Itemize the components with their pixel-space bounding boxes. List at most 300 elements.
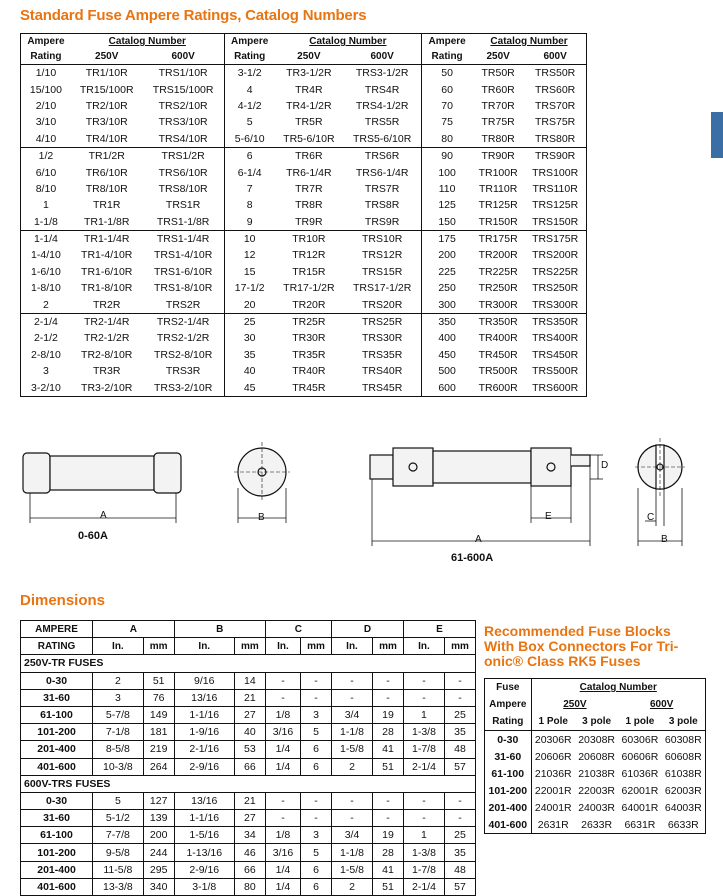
dims-value-cell: -: [444, 810, 475, 827]
catalog-number-cell: TR15/100R: [79, 83, 134, 96]
ratings-row: [21, 363, 587, 379]
dims-value-cell: 2-9/16: [174, 758, 234, 775]
dims-value-cell: 27: [234, 706, 265, 723]
dims-value-cell: 1-1/16: [174, 810, 234, 827]
catalog-number-cell: TR1-1/8R: [71, 214, 143, 231]
catalog-number-cell: TR150R: [472, 214, 524, 231]
catalog-number-cell: TRS7R: [364, 182, 400, 195]
dims-value-cell: 2-1/4: [403, 758, 444, 775]
ratings-row: [21, 230, 587, 247]
ratings-header-250v: 250V: [275, 49, 344, 65]
dims-header-in: In.: [403, 638, 444, 655]
catalog-number-cell: TR6R: [295, 150, 323, 163]
catalog-number-cell: TR60R: [481, 83, 515, 96]
catalog-number-cell: TRS1-1/8R: [143, 214, 225, 231]
ampere-rating-cell: 17-1/2: [224, 280, 274, 296]
dims-value-cell: 2-1/4: [403, 878, 444, 895]
catalog-number-cell: TR2/10R: [85, 99, 128, 112]
catalog-number-cell: TRS9R: [343, 214, 422, 231]
blocks-catalog-cell: 2633R: [581, 818, 613, 831]
catalog-number-cell: TRS1/2R: [161, 150, 205, 163]
dims-value-cell: 1-5/8: [332, 861, 373, 878]
catalog-number-cell: TRS8R: [364, 199, 400, 212]
dims-value-cell: 1/4: [265, 758, 300, 775]
ampere-rating-cell: 200: [422, 247, 472, 263]
dims-value-cell: 5-1/2: [93, 810, 144, 827]
catalog-number-cell: TR3-1/2R: [286, 67, 332, 80]
blocks-catalog-cell: 62001R: [621, 784, 659, 797]
dims-section-label: 250V-TR FUSES: [21, 655, 476, 672]
catalog-number-cell: TRS125R: [532, 199, 579, 212]
dims-ampere-cell: 0-30: [21, 792, 93, 809]
catalog-number-cell: TRS3/10R: [158, 116, 208, 129]
blocks-catalog-cell: 24003R: [578, 801, 615, 814]
dims-value-cell: -: [403, 689, 444, 706]
catalog-number-cell: TRS1-1/4R: [156, 233, 210, 246]
catalog-number-cell: TRS10R: [362, 233, 403, 246]
catalog-number-cell: TRS2-1/4R: [156, 316, 210, 329]
dims-value-cell: -: [301, 672, 332, 689]
dims-value-cell: -: [403, 672, 444, 689]
dims-value-cell: 66: [234, 758, 265, 775]
dims-header-e: E: [403, 621, 475, 638]
catalog-number-cell: TR6-1/4R: [286, 166, 332, 179]
catalog-number-cell: TRS45R: [362, 381, 403, 394]
dims-value-cell: 21: [234, 689, 265, 706]
dims-header-a: A: [93, 621, 175, 638]
dimensions-title: Dimensions: [20, 592, 106, 609]
dims-value-cell: 13-3/8: [93, 878, 144, 895]
catalog-number-cell: TRS6/10R: [158, 166, 208, 179]
fuse-diagrams: [0, 428, 723, 578]
dims-ampere-cell: 401-600: [21, 878, 93, 895]
ratings-row: [21, 296, 587, 313]
dim-label-e: E: [545, 511, 552, 522]
catalog-number-cell: TR400R: [478, 332, 518, 345]
dims-value-cell: 41: [373, 861, 404, 878]
catalog-number-cell: TR110R: [478, 182, 518, 195]
catalog-number-cell: TRS1R: [165, 199, 201, 212]
blocks-catalog-cell: 60308R: [664, 733, 702, 746]
blocks-header-catalog: Catalog Number: [531, 679, 705, 697]
catalog-number-cell: TR250R: [478, 282, 518, 295]
ampere-rating-cell: 50: [422, 65, 472, 82]
dims-value-cell: 35: [444, 844, 475, 861]
dims-value-cell: -: [403, 792, 444, 809]
ampere-rating-cell: 25: [224, 313, 274, 330]
dims-value-cell: 3: [301, 706, 332, 723]
dims-ampere-cell: 31-60: [21, 810, 93, 827]
ampere-rating-cell: 2-8/10: [31, 348, 61, 361]
ampere-rating-cell: 450: [422, 347, 472, 363]
ratings-row: [21, 98, 587, 114]
ampere-rating-cell: 1-1/4: [33, 233, 58, 246]
dims-value-cell: 6: [301, 861, 332, 878]
ratings-header-rating: Rating: [224, 49, 274, 65]
dims-row: [21, 672, 476, 689]
dims-header-mm: mm: [234, 638, 265, 655]
catalog-number-cell: TR35R: [292, 348, 326, 361]
catalog-number-cell: TRS8/10R: [158, 182, 208, 195]
catalog-number-cell: TRS225R: [532, 265, 579, 278]
catalog-number-cell: TR80R: [472, 131, 524, 148]
dims-value-cell: 3/16: [265, 844, 300, 861]
dims-header-in: In.: [174, 638, 234, 655]
dims-ampere-cell: 101-200: [21, 724, 93, 741]
ratings-header-250v: 250V: [71, 49, 143, 65]
dims-row: [21, 844, 476, 861]
dims-row: [21, 689, 476, 706]
dims-value-cell: 3/4: [332, 706, 373, 723]
blocks-row: [485, 731, 706, 749]
blocks-catalog-cell: 60606R: [621, 750, 659, 763]
ampere-rating-cell: 2-1/2: [33, 332, 58, 345]
ratings-row: [21, 181, 587, 197]
catalog-number-cell: TR500R: [478, 365, 518, 378]
catalog-number-cell: TR300R: [472, 296, 524, 313]
catalog-number-cell: TR5R: [295, 116, 323, 129]
catalog-number-cell: TR2-1/4R: [83, 316, 130, 329]
dims-ampere-cell: 61-100: [21, 706, 93, 723]
dims-value-cell: -: [332, 672, 373, 689]
dims-value-cell: 51: [143, 672, 174, 689]
catalog-number-cell: TR1R: [93, 199, 121, 212]
catalog-number-cell: TRS25R: [362, 316, 403, 329]
ampere-rating-cell: 75: [422, 114, 472, 130]
catalog-number-cell: TRS6R: [364, 150, 400, 163]
dims-header-ampere: AMPERE: [21, 621, 93, 638]
catalog-number-cell: TR100R: [478, 166, 518, 179]
ampere-rating-cell: 2/10: [35, 99, 57, 112]
caption-0-60a: 0-60A: [78, 530, 108, 542]
dims-value-cell: 13/16: [174, 689, 234, 706]
ampere-rating-cell: 110: [422, 181, 472, 197]
blocks-title: Recommended Fuse Blocks With Box Connectors For Tri-onic® Class RK5 Fuses: [484, 623, 679, 669]
dims-value-cell: 1-1/8: [332, 844, 373, 861]
catalog-number-cell: TRS3R: [165, 365, 201, 378]
dims-value-cell: 21: [234, 792, 265, 809]
dims-value-cell: -: [373, 672, 404, 689]
dims-value-cell: 2: [332, 878, 373, 895]
dims-value-cell: 25: [444, 827, 475, 844]
dims-value-cell: 19: [373, 706, 404, 723]
dims-value-cell: 1/8: [265, 706, 300, 723]
catalog-number-cell: TRS50R: [534, 67, 576, 80]
dims-value-cell: 57: [444, 878, 475, 895]
dims-value-cell: 244: [143, 844, 174, 861]
blocks-row: [485, 816, 706, 834]
catalog-number-cell: TRS6-1/4R: [355, 166, 409, 179]
dim-label-d: D: [601, 460, 609, 471]
catalog-number-cell: TR8/10R: [85, 182, 128, 195]
blocks-row: [485, 765, 706, 782]
ampere-rating-cell: 30: [224, 330, 274, 346]
ampere-rating-cell: 90: [422, 147, 472, 164]
dims-header-d: D: [332, 621, 404, 638]
dimensions-table: [20, 620, 476, 896]
dim-label-a-large: A: [475, 534, 482, 545]
ampere-rating-cell: 1-4/10: [31, 249, 61, 262]
catalog-number-cell: TR6/10R: [85, 166, 128, 179]
dims-row: [21, 758, 476, 775]
ratings-title: Standard Fuse Ampere Ratings, Catalog Numbers: [20, 7, 367, 24]
dims-value-cell: -: [403, 810, 444, 827]
blocks-header-600v: 600V: [649, 699, 674, 710]
catalog-number-cell: TRS40R: [362, 365, 403, 378]
catalog-number-cell: TRS2-1/2R: [156, 332, 210, 345]
catalog-number-cell: TRS3-1/2R: [355, 67, 409, 80]
dims-ampere-cell: 0-30: [21, 672, 93, 689]
dims-value-cell: -: [265, 672, 300, 689]
dims-row: [21, 810, 476, 827]
ampere-rating-cell: 3-1/2: [224, 65, 274, 82]
dims-value-cell: 9/16: [174, 672, 234, 689]
catalog-number-cell: TRS4R: [364, 83, 400, 96]
blocks-header-1pole-250: 1 Pole: [531, 713, 575, 731]
dims-value-cell: 1: [403, 827, 444, 844]
ratings-row: [21, 114, 587, 130]
ampere-rating-cell: 1/2: [38, 150, 54, 163]
blocks-catalog-cell: 64003R: [664, 801, 702, 814]
dims-value-cell: 264: [143, 758, 174, 775]
catalog-number-cell: TRS350R: [532, 316, 579, 329]
catalog-number-cell: TR2R: [71, 296, 143, 313]
dims-value-cell: 2-1/16: [174, 741, 234, 758]
catalog-number-cell: TRS1-6/10R: [153, 265, 213, 278]
catalog-number-cell: TRS150R: [524, 214, 586, 231]
catalog-number-cell: TR1-1/4R: [83, 233, 130, 246]
ampere-rating-cell: 4: [224, 81, 274, 97]
catalog-number-cell: TRS70R: [534, 99, 576, 112]
dims-section-row: [21, 775, 476, 792]
ampere-rating-cell: 125: [422, 197, 472, 213]
dims-value-cell: -: [265, 792, 300, 809]
dims-value-cell: 28: [373, 844, 404, 861]
catalog-number-cell: TRS5R: [364, 116, 400, 129]
ampere-rating-cell: 4-1/2: [224, 98, 274, 114]
catalog-number-cell: TRS450R: [532, 348, 579, 361]
blocks-catalog-cell: 6633R: [667, 818, 699, 831]
ampere-rating-cell: 70: [422, 98, 472, 114]
dims-row: [21, 827, 476, 844]
dims-value-cell: 127: [143, 792, 174, 809]
ratings-row: [21, 313, 587, 330]
catalog-number-cell: TRS250R: [532, 282, 579, 295]
dims-value-cell: 48: [444, 861, 475, 878]
fuse-blocks-table: [484, 678, 706, 834]
dims-header-mm: mm: [444, 638, 475, 655]
dims-header-mm: mm: [373, 638, 404, 655]
ratings-row: [21, 147, 587, 164]
blocks-catalog-cell: 2631R: [531, 816, 575, 834]
catalog-number-cell: TR3R: [93, 365, 121, 378]
catalog-number-cell: TR1-4/10R: [81, 249, 133, 262]
blocks-header-fuse: Fuse: [496, 682, 520, 693]
blocks-catalog-cell: 60608R: [664, 750, 702, 763]
catalog-number-cell: TRS90R: [534, 150, 576, 163]
dims-row: [21, 706, 476, 723]
blocks-catalog-cell: 22003R: [578, 784, 615, 797]
ratings-row: [21, 197, 587, 213]
dim-label-a-small: A: [100, 510, 107, 521]
dims-value-cell: -: [301, 792, 332, 809]
dim-label-b-large: B: [661, 534, 668, 545]
blocks-catalog-cell: 20606R: [531, 748, 575, 765]
dims-value-cell: 295: [143, 861, 174, 878]
catalog-number-cell: TR10R: [292, 233, 326, 246]
ratings-row: [21, 131, 587, 148]
catalog-number-cell: TRS5-6/10R: [343, 131, 422, 148]
dims-row: [21, 861, 476, 878]
ratings-row: [21, 264, 587, 280]
ratings-header-catalog: Catalog Number: [108, 36, 186, 47]
ampere-rating-cell: 80: [422, 131, 472, 148]
catalog-number-cell: TRS400R: [532, 332, 579, 345]
dims-value-cell: 25: [444, 706, 475, 723]
catalog-number-cell: TRS30R: [362, 332, 403, 345]
catalog-number-cell: TR2-8/10R: [81, 348, 133, 361]
dims-value-cell: 57: [444, 758, 475, 775]
dims-value-cell: 1-5/8: [332, 741, 373, 758]
blocks-catalog-cell: 21036R: [531, 765, 575, 782]
ratings-row: [21, 247, 587, 263]
catalog-number-cell: TR8R: [295, 199, 323, 212]
ratings-header-catalog: Catalog Number: [309, 36, 387, 47]
catalog-number-cell: TRS4-1/2R: [355, 99, 409, 112]
catalog-number-cell: TRS12R: [362, 249, 403, 262]
ratings-row: [21, 330, 587, 346]
catalog-number-cell: TRS300R: [524, 296, 586, 313]
dims-value-cell: 7-7/8: [93, 827, 144, 844]
dims-value-cell: 1-13/16: [174, 844, 234, 861]
ampere-rating-cell: 7: [224, 181, 274, 197]
ampere-rating-cell: 4/10: [21, 131, 71, 148]
catalog-number-cell: TR1/2R: [88, 150, 125, 163]
dims-value-cell: 66: [234, 861, 265, 878]
ratings-header-rating: Rating: [422, 49, 472, 65]
blocks-header-3pole-600: 3 pole: [662, 713, 706, 731]
ampere-rating-cell: 600: [422, 379, 472, 396]
ampere-rating-cell: 400: [422, 330, 472, 346]
dims-header-mm: mm: [301, 638, 332, 655]
dim-label-c: C: [647, 512, 655, 523]
dims-value-cell: 1: [403, 706, 444, 723]
dims-value-cell: 6: [301, 741, 332, 758]
ratings-header-250v: 250V: [472, 49, 524, 65]
dims-value-cell: 40: [234, 724, 265, 741]
catalog-number-cell: TR12R: [292, 249, 326, 262]
dims-value-cell: 46: [234, 844, 265, 861]
dims-row: [21, 878, 476, 895]
dims-value-cell: 35: [444, 724, 475, 741]
catalog-number-cell: TRS35R: [362, 348, 403, 361]
section-tab: [711, 112, 723, 158]
blocks-row: [485, 748, 706, 765]
ampere-rating-cell: 6/10: [35, 166, 57, 179]
blocks-catalog-cell: 64001R: [621, 801, 659, 814]
ampere-rating-cell: 1: [43, 199, 49, 212]
dims-header-c: C: [265, 621, 331, 638]
catalog-number-cell: TRS3-2/10R: [153, 381, 213, 394]
dims-value-cell: 181: [143, 724, 174, 741]
blocks-catalog-cell: 20306R: [531, 731, 575, 749]
dims-value-cell: 48: [444, 741, 475, 758]
catalog-number-cell: TR7R: [295, 182, 323, 195]
dims-header-rating: RATING: [21, 638, 93, 655]
catalog-number-cell: TR70R: [481, 99, 515, 112]
blocks-catalog-cell: 62003R: [664, 784, 702, 797]
caption-61-600a: 61-600A: [451, 552, 494, 564]
ampere-rating-cell: 1-8/10: [31, 282, 61, 295]
catalog-number-cell: TR17-1/2R: [283, 282, 335, 295]
catalog-number-cell: TRS4/10R: [143, 131, 225, 148]
blocks-catalog-cell: 61036R: [621, 767, 659, 780]
ampere-rating-cell: 6-1/4: [224, 164, 274, 180]
blocks-catalog-cell: 6631R: [624, 818, 656, 831]
dims-value-cell: 28: [373, 724, 404, 741]
catalog-number-cell: TR1-8/10R: [81, 282, 133, 295]
dims-value-cell: 3-1/8: [174, 878, 234, 895]
catalog-number-cell: TR90R: [481, 150, 515, 163]
ampere-rating-cell: 150: [422, 214, 472, 231]
dims-value-cell: 3: [93, 689, 144, 706]
dims-value-cell: 1-3/8: [403, 844, 444, 861]
catalog-number-cell: TR1-6/10R: [81, 265, 133, 278]
ratings-row: [21, 347, 587, 363]
ampere-rating-cell: 2: [21, 296, 71, 313]
dims-value-cell: 3/16: [265, 724, 300, 741]
dims-value-cell: 7-1/8: [93, 724, 144, 741]
catalog-number-cell: TR30R: [292, 332, 326, 345]
catalog-number-cell: TR15R: [292, 265, 326, 278]
dims-value-cell: 5: [301, 844, 332, 861]
ampere-rating-cell: 500: [422, 363, 472, 379]
ratings-header-600v: 600V: [143, 49, 225, 65]
ampere-rating-cell: 1-1/8: [21, 214, 71, 231]
catalog-number-cell: TR175R: [478, 233, 518, 246]
blocks-header-rating: Rating: [485, 713, 532, 731]
dims-value-cell: 5: [93, 792, 144, 809]
dims-ampere-cell: 401-600: [21, 758, 93, 775]
dims-value-cell: 27: [234, 810, 265, 827]
ampere-rating-cell: 12: [224, 247, 274, 263]
dims-value-cell: -: [332, 689, 373, 706]
catalog-number-cell: TRS1-4/10R: [153, 249, 213, 262]
large-fuse-side-view: [370, 448, 603, 546]
ratings-header-rating: Rating: [21, 49, 71, 65]
ampere-rating-cell: 15: [224, 264, 274, 280]
dims-value-cell: -: [301, 689, 332, 706]
catalog-number-cell: TR2-1/2R: [83, 332, 130, 345]
dims-value-cell: 200: [143, 827, 174, 844]
catalog-number-cell: TRS2-8/10R: [153, 348, 213, 361]
ampere-rating-cell: 20: [224, 296, 274, 313]
catalog-number-cell: TRS500R: [532, 365, 579, 378]
ampere-rating-cell: 6: [224, 147, 274, 164]
ampere-rating-cell: 3: [43, 365, 49, 378]
ampere-rating-cell: 3-2/10: [31, 381, 61, 394]
catalog-number-cell: TR200R: [478, 249, 518, 262]
dims-value-cell: 139: [143, 810, 174, 827]
blocks-row: [485, 782, 706, 799]
ampere-rating-cell: 60: [422, 81, 472, 97]
blocks-ampere-cell: 0-30: [497, 733, 519, 746]
dims-value-cell: 1-1/8: [332, 724, 373, 741]
ratings-row: [21, 214, 587, 231]
dims-value-cell: -: [373, 792, 404, 809]
dims-ampere-cell: 201-400: [21, 861, 93, 878]
dims-value-cell: -: [301, 810, 332, 827]
